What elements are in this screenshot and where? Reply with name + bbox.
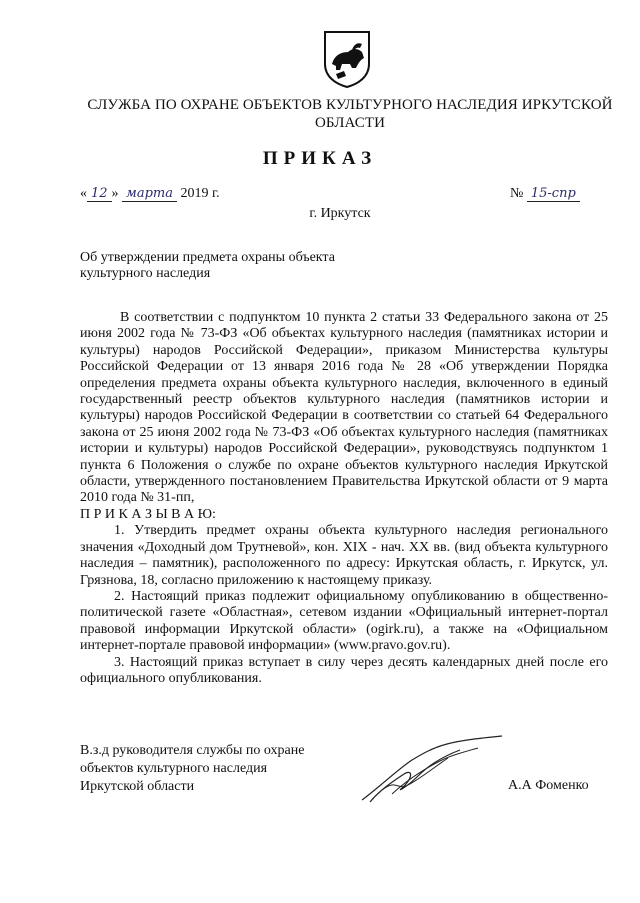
signatory-title [80,742,340,796]
document-city: г. Иркутск [309,206,371,221]
handwritten-signature [352,730,512,810]
document-date: « 12 » марта 2019 г. [80,186,220,201]
agency-name: СЛУЖБА ПО ОХРАНЕ ОБЪЕКТОВ КУЛЬТУРНОГО НАСЛЕДИЯ ИРКУТСКОЙ ОБЛАСТИ [87,97,613,131]
number-value: 15-спр [527,186,580,202]
item-3-paragraph: 3. Настоящий приказ вступает в силу через десять календарных дней после его официального опубликования. [80,654,608,686]
document-number [510,186,580,202]
document-subject: Об утверждении предмета охраны объекта культурного наследия [80,250,335,281]
date-day: 12 [87,186,112,202]
signatory-line-2: объектов культурного наследия [80,761,268,776]
preamble-paragraph: В соответствии с подпунктом 10 пункта 2 статьи 33 Федерального закона от 25 июня 2002 года № 73-ФЗ «Об объектах культурного наследия (памятниках истории и культуры) народов Российской Федерации», приказом Министерства культуры Российской Федерации от 13 января 2016 года № 28 «Об утверждении Порядка определения предмета охраны объекта культурного наследия, включенного в единый государственный реестр объектов культурного наследия (памятников истории и культуры) народов Российской Федерации в соответствии со статьей 64 Федерального закона от 25 июня 2002 года № 73-ФЗ «Об объектах культурного наследия (памятниках истории и культуры) народов Российской Федерации», руководствуясь подпунктом 1 пункта 6 Положения о службе по охране объектов культурного наследия Иркутской области, утвержденного постановлением Правительства Иркутской области от 9 марта 2010 года № 31-пп, [80,310,608,506]
number-prefix: № [510,186,524,201]
document-title: ПРИКАЗ [262,148,378,169]
order-word: П Р И К А З Ы В А Ю: [80,506,216,522]
item-2-paragraph: 2. Настоящий приказ подлежит официальному опубликованию в общественно-политической газете «Областная», сетевом издании «Официальный интернет-портал правовой информации Иркутской области» (ogirk.ru), а также на «Официальном интернет-портале правовой информации» (www.pravo.gov.ru). [80,588,608,654]
signatory-name: А.А Фоменко [508,778,589,793]
document-body [80,310,608,687]
date-year: 2019 г. [180,186,220,201]
item-1-paragraph: 1. Утвердить предмет охраны объекта культурного наследия регионального значения «Доходный дом Трутневой», кон. XIX - нач. XX вв. (вид объекта культурного наследия – памятник), расположенного по адресу: Иркутская область, г. Иркутск, ул. Грязнова, 18, согласно приложению к настоящему приказу. [80,523,608,588]
date-month: марта [122,186,177,202]
coat-of-arms-icon [322,30,372,88]
signatory-line-3: Иркутской области [80,779,195,794]
signatory-line-1: В.з.д руководителя службы по охране [80,743,305,758]
